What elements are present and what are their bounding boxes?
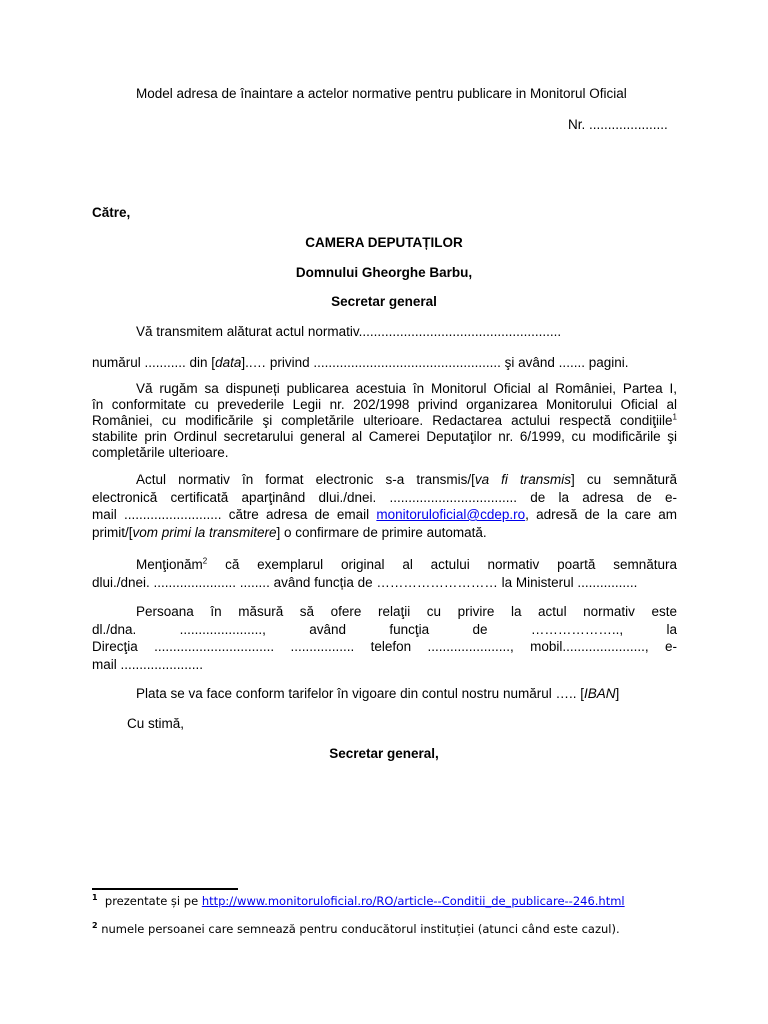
placeholder-text: vom primi la transmitere bbox=[132, 524, 277, 540]
text-segment: ] cu semnătură bbox=[571, 472, 677, 487]
footnote-mark: 2 bbox=[92, 921, 98, 931]
paragraph-line: Persoana în măsură să ofere relaţii cu privire la actul normativ este bbox=[136, 604, 677, 619]
placeholder-data: data bbox=[215, 355, 242, 370]
paragraph-line: Vă rugăm sa dispuneți publicarea acestuia în Monitorul Oficial al României, Partea I, bbox=[136, 381, 677, 396]
payment-paragraph bbox=[136, 686, 619, 702]
text-segment: numele persoanei care semnează pentru conducătorul instituției (atunci când este cazul). bbox=[97, 922, 620, 936]
text-segment: ] o confirmare de primire automată. bbox=[276, 524, 487, 540]
reference-number: Nr. ..................... bbox=[568, 117, 668, 132]
footnote-ref-1: 1 bbox=[672, 412, 677, 422]
paragraph-line bbox=[92, 506, 677, 524]
paragraph-4 bbox=[92, 556, 677, 592]
text-segment: numărul ........... din [ bbox=[92, 355, 216, 370]
paragraph-line: electronică certificată aparţinând dlui./dnei. .................................. de la adresa de e- bbox=[92, 489, 677, 505]
recipient-label: Către, bbox=[92, 205, 131, 220]
text-segment: prezentate și pe bbox=[104, 894, 202, 908]
paragraph-5 bbox=[92, 603, 677, 673]
paragraph-line: în conformitate cu prevederile Legii nr. 202/1998 privind organizarea Monitorului Oficial al bbox=[92, 397, 677, 412]
recipient-person: Domnului Gheorghe Barbu, bbox=[295, 265, 473, 280]
email-link[interactable]: monitoruloficial@cdep.ro bbox=[376, 507, 526, 522]
placeholder-iban: IBAN bbox=[583, 686, 616, 701]
footnote-mark: 1 bbox=[92, 893, 98, 903]
paragraph-line bbox=[92, 471, 677, 489]
footnote-2 bbox=[92, 922, 620, 936]
text-segment: primit/[ bbox=[92, 524, 133, 540]
paragraph-3 bbox=[92, 471, 677, 541]
paragraph-1-line-1: Vă transmitem alăturat actul normativ...................................................... bbox=[136, 324, 562, 339]
text-segment: că exemplarul original al actului normativ poartă semnătura bbox=[207, 557, 677, 572]
paragraph-line: mail ...................... bbox=[92, 656, 204, 672]
footnote-link[interactable]: http://www.monitoruloficial.ro/RO/article--Conditii_de_publicare--246.html bbox=[201, 894, 625, 908]
paragraph-line: stabilite prin Ordinul secretarului general al Camerei Deputaţilor nr. 6/1999, cu modificările şi bbox=[92, 429, 677, 444]
text-segment: Actul normativ în format electronic s-a transmis/[ bbox=[136, 472, 475, 487]
paragraph-line bbox=[92, 413, 677, 429]
text-segment: , adresă de la care am bbox=[525, 507, 677, 522]
document-title: Model adresa de înaintare a actelor normative pentru publicare in Monitorul Oficial bbox=[136, 86, 627, 101]
footnote-separator bbox=[92, 888, 238, 890]
paragraph-line bbox=[92, 556, 677, 574]
text-segment: ] bbox=[615, 686, 620, 701]
paragraph-line: Direcţia ................................ ................. telefon ......................, mobil......................, e- bbox=[92, 639, 677, 654]
text-segment: Plata se va face conform tarifelor în vigoare din contul nostru numărul ….. [ bbox=[136, 686, 584, 701]
paragraph-line: completările ulterioare. bbox=[92, 445, 229, 460]
paragraph-2 bbox=[92, 381, 677, 461]
paragraph-line: dl./dna. ......................, având funcţia de ……………….., la bbox=[92, 621, 677, 637]
recipient-role: Secretar general bbox=[331, 294, 437, 309]
placeholder-text: va fi transmis bbox=[474, 472, 572, 487]
paragraph-line: dlui./dnei. ...................... ........ având funcția de ……………………… la Ministerul ................ bbox=[92, 575, 638, 590]
paragraph-1-line-2 bbox=[92, 355, 628, 371]
recipient-institution: CAMERA DEPUTAȚILOR bbox=[305, 235, 463, 250]
text-segment: Menţionăm bbox=[136, 557, 203, 572]
text-segment: României, cu modificările şi completările ulterioare. Redactarea actului respectă condiţiile bbox=[92, 413, 673, 428]
text-segment: ]..… privind .................................................. şi având ....... pagini. bbox=[241, 355, 629, 370]
signature-title: Secretar general, bbox=[329, 746, 439, 761]
footnote-ref-2: 2 bbox=[202, 556, 208, 566]
paragraph-line bbox=[92, 524, 677, 542]
text-segment: mail .......................... către adresa de email bbox=[92, 507, 377, 522]
closing-salutation: Cu stimă, bbox=[127, 716, 185, 731]
footnote-1 bbox=[92, 894, 625, 908]
